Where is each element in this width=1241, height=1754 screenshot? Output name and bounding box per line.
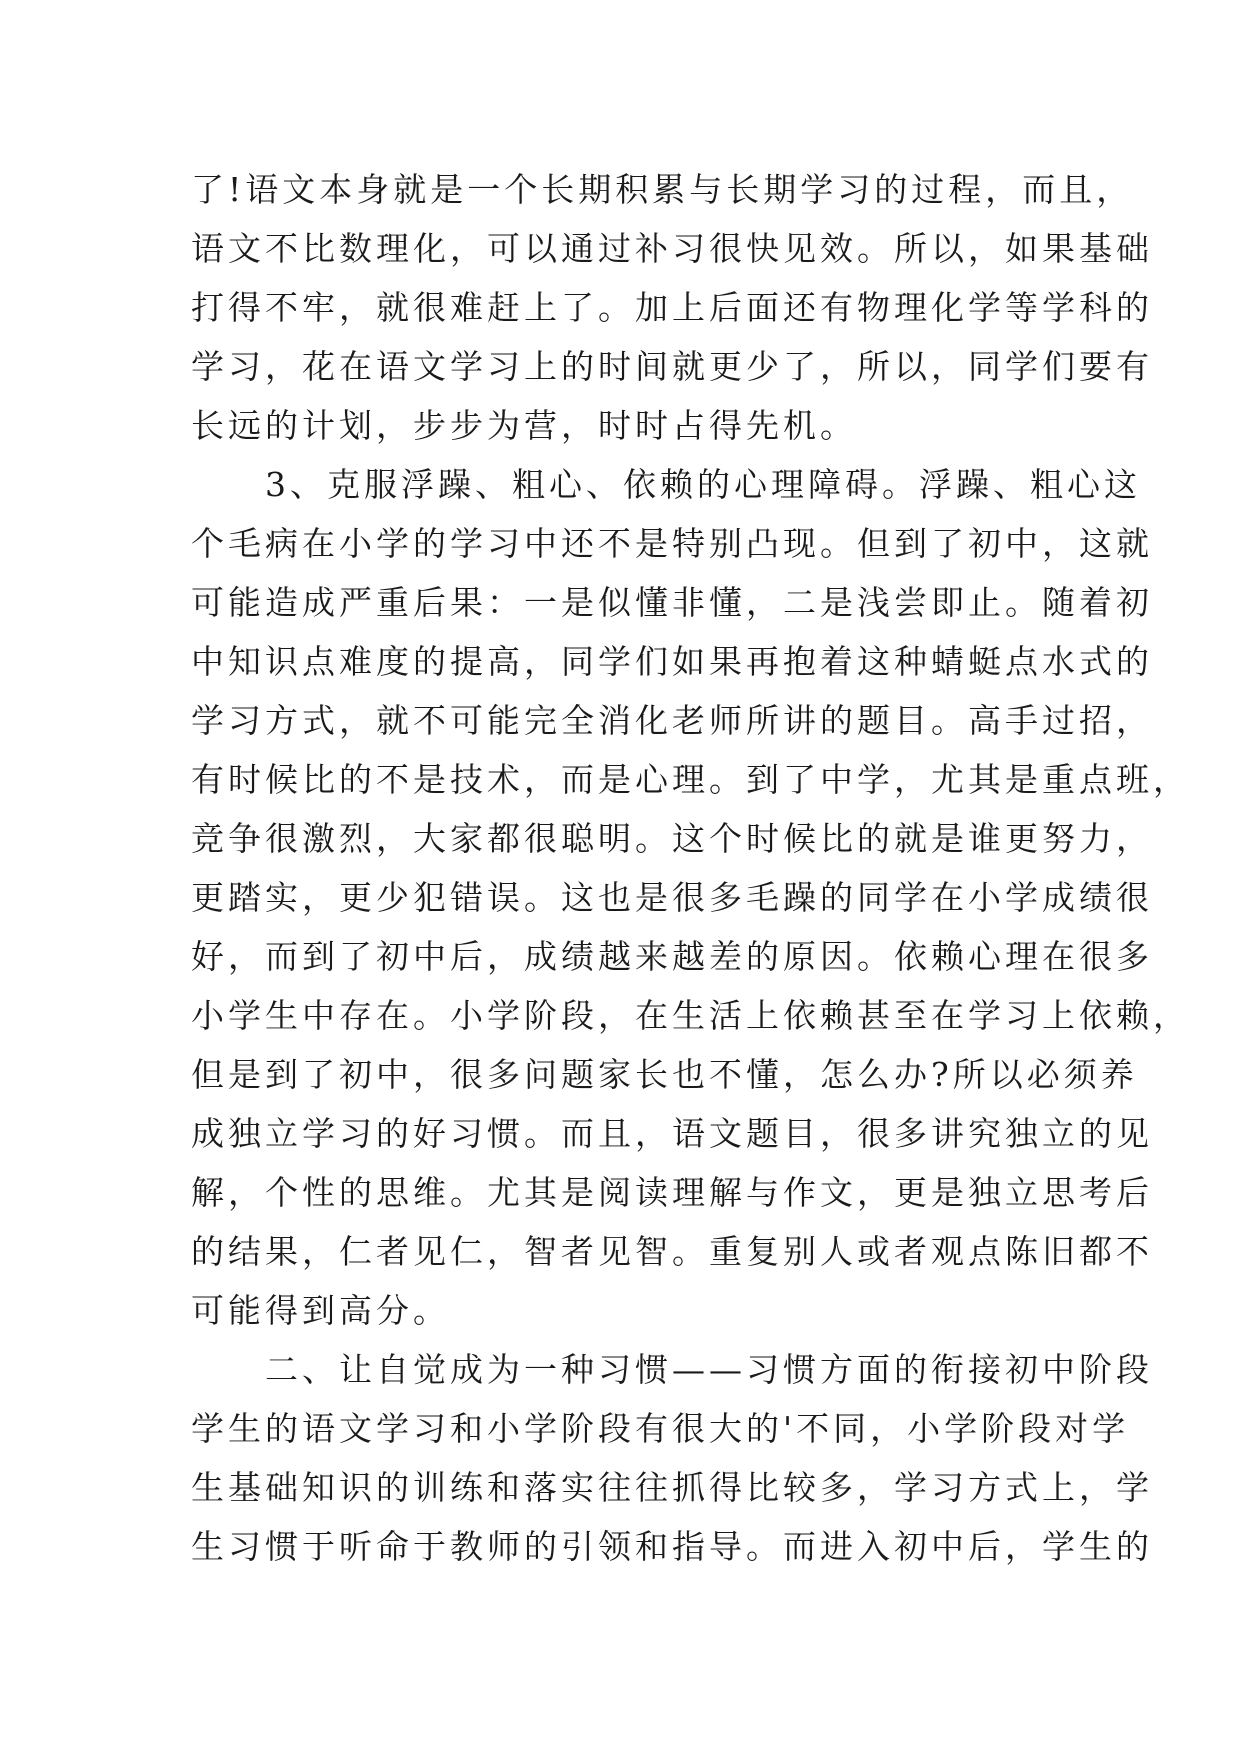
text-line: 生习惯于听命于教师的引领和指导。而进入初中后，学生的 bbox=[191, 1527, 1153, 1566]
text-line: 个毛病在小学的学习中还不是特别凸现。但到了初中，这就 bbox=[191, 524, 1153, 563]
text-line: 学生的语文学习和小学阶段有很大的'不同，小学阶段对学 bbox=[191, 1409, 1130, 1448]
text-line: 成独立学习的好习惯。而且，语文题目，很多讲究独立的见 bbox=[191, 1114, 1153, 1153]
text-line: 的结果，仁者见仁，智者见智。重复别人或者观点陈旧都不 bbox=[191, 1232, 1153, 1271]
text-line: 中知识点难度的提高，同学们如果再抱着这种蜻蜓点水式的 bbox=[191, 642, 1153, 681]
document-body bbox=[191, 160, 1190, 1576]
text-line: 好，而到了初中后，成绩越来越差的原因。依赖心理在很多 bbox=[191, 937, 1153, 976]
text-line: 竞争很激烈，大家都很聪明。这个时候比的就是谁更努力， bbox=[191, 819, 1153, 858]
text-line: 有时候比的不是技术，而是心理。到了中学，尤其是重点班， bbox=[191, 760, 1190, 799]
text-line: 解，个性的思维。尤其是阅读理解与作文，更是独立思考后 bbox=[191, 1173, 1153, 1212]
text-line: 了!语文本身就是一个长期积累与长期学习的过程，而且， bbox=[191, 170, 1134, 209]
text-line: 小学生中存在。小学阶段，在生活上依赖甚至在学习上依赖， bbox=[191, 996, 1190, 1035]
text-line: 长远的计划，步步为营，时时占得先机。 bbox=[191, 406, 857, 445]
text-line: 可能得到高分。 bbox=[191, 1291, 450, 1330]
text-line: 学习方式，就不可能完全消化老师所讲的题目。高手过招， bbox=[191, 701, 1153, 740]
text-line: 但是到了初中，很多问题家长也不懂，怎么办?所以必须养 bbox=[191, 1055, 1138, 1094]
text-line: 更踏实，更少犯错误。这也是很多毛躁的同学在小学成绩很 bbox=[191, 878, 1153, 917]
text-line: 语文不比数理化，可以通过补习很快见效。所以，如果基础 bbox=[191, 229, 1153, 268]
text-line: 3、克服浮躁、粗心、依赖的心理障碍。浮躁、粗心这 bbox=[191, 465, 1141, 504]
text-line: 打得不牢，就很难赶上了。加上后面还有物理化学等学科的 bbox=[191, 288, 1153, 327]
text-line: 学习，花在语文学习上的时间就更少了，所以，同学们要有 bbox=[191, 347, 1153, 386]
text-line: 二、让自觉成为一种习惯——习惯方面的衔接初中阶段 bbox=[191, 1350, 1153, 1389]
text-line: 可能造成严重后果：一是似懂非懂，二是浅尝即止。随着初 bbox=[191, 583, 1153, 622]
text-line: 生基础知识的训练和落实往往抓得比较多，学习方式上，学 bbox=[191, 1468, 1153, 1507]
